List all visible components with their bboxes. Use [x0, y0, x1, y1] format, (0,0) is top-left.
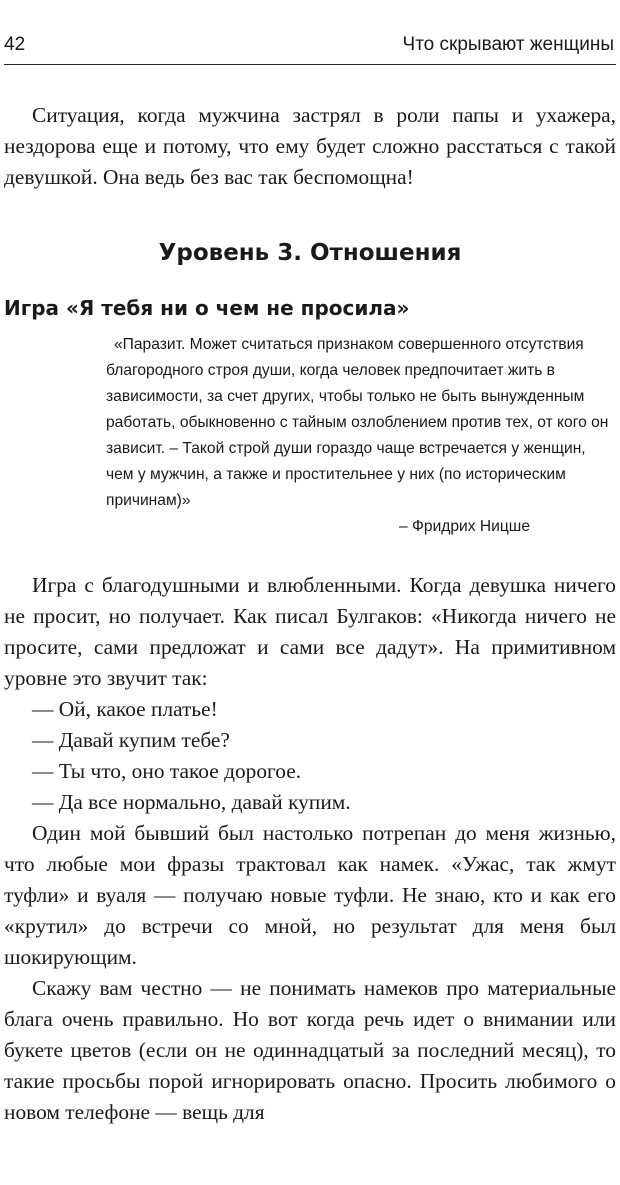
page-number: 42	[4, 34, 26, 55]
paragraph-1: Игра с благодушными и влюбленными. Когда девушка ничего не просит, но получает. Как писал Булгаков: «Никогда ничего не просите, сами предложат и сами все дадут». На примитивном уровне это звучит так:	[4, 573, 616, 690]
dialogue-line-4: — Да все нормально, давай купим.	[32, 790, 351, 814]
intro-section	[4, 100, 616, 193]
section-heading: Уровень 3. Отношения	[158, 240, 462, 266]
book-title: Что скрывают женщины	[402, 34, 614, 55]
intro-paragraph: Ситуация, когда мужчина застрял в роли папы и ухажера, нездорова еще и потому, что ему будет сложно расстаться с такой девушкой. Она ведь без вас так беспомощна!	[4, 103, 616, 189]
paragraph-2: Один мой бывший был настолько потрепан до меня жизнью, что любые мои фразы трактовал как намек. «Ужас, так жмут туфли» и вуаля — получаю новые туфли. Не знаю, кто и как его «крутил» до встречи со мной, но результат для меня был шокирующим.	[4, 821, 616, 969]
sub-heading: Игра «Я тебя ни о чем не просила»	[4, 296, 410, 320]
dialogue-line-2: — Давай купим тебе?	[32, 728, 230, 752]
running-header	[4, 34, 616, 65]
epigraph	[106, 332, 612, 540]
paragraph-3: Скажу вам честно — не понимать намеков про материальные блага очень правильно. Но вот когда речь идет о внимании или букете цветов (если он не одиннадцатый за последний месяц), то такие просьбы порой игнорировать опасно. Просить любимого о новом телефоне — вещь для	[4, 976, 616, 1124]
main-text	[4, 570, 616, 1128]
epigraph-quote: «Паразит. Может считаться признаком совершенного отсутствия благородного строя души, когда человек предпочитает жить в зависимости, за счет других, чтобы только не быть вынужденным работать, обыкновенно с тайным озлоблением против тех, от кого он зависит. – Такой строй души гораздо чаще встречается у женщин, чем у мужчин, а также и простительнее у них (по историческим причинам)»	[106, 336, 609, 509]
epigraph-author: – Фридрих Ницше	[399, 518, 530, 535]
dialogue-line-3: — Ты что, оно такое дорогое.	[32, 759, 302, 783]
dialogue-line-1: — Ой, какое платье!	[32, 697, 218, 721]
